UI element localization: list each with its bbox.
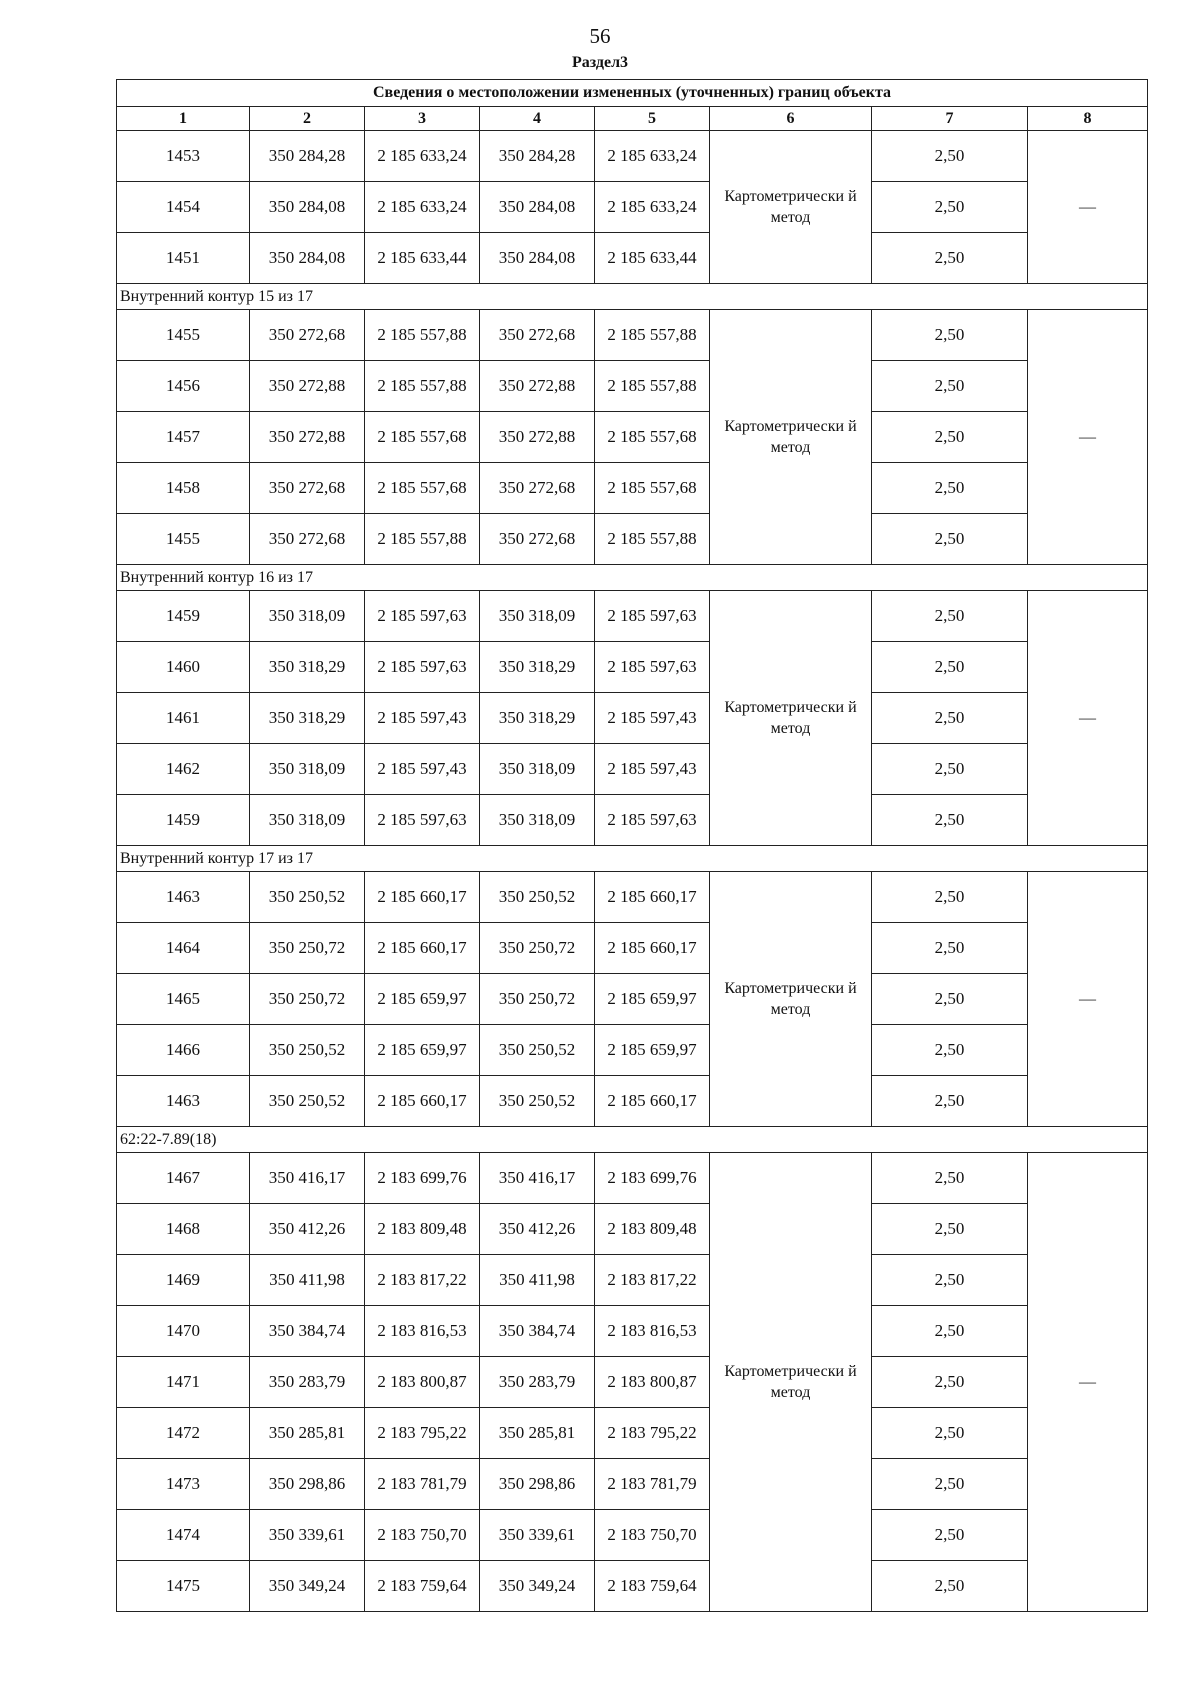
x-new-cell: 350 318,09 <box>480 591 595 642</box>
table-row <box>117 1255 1148 1306</box>
point-number-cell: 1473 <box>117 1459 250 1510</box>
y-old-cell: 2 183 817,22 <box>365 1255 480 1306</box>
accuracy-cell: 2,50 <box>872 310 1028 361</box>
method-cell: Картометрически й метод <box>710 1153 872 1612</box>
point-number-cell: 1475 <box>117 1561 250 1612</box>
x-new-cell: 350 272,88 <box>480 361 595 412</box>
y-old-cell: 2 185 557,88 <box>365 514 480 565</box>
x-old-cell: 350 272,88 <box>250 412 365 463</box>
column-8-dash-cell: — <box>1028 1153 1148 1612</box>
point-number-cell: 1470 <box>117 1306 250 1357</box>
x-old-cell: 350 250,52 <box>250 1025 365 1076</box>
table-row <box>117 182 1148 233</box>
point-number-cell: 1464 <box>117 923 250 974</box>
table-row <box>117 1076 1148 1127</box>
table-row <box>117 1510 1148 1561</box>
accuracy-cell: 2,50 <box>872 1153 1028 1204</box>
x-new-cell: 350 272,68 <box>480 310 595 361</box>
y-old-cell: 2 185 597,63 <box>365 591 480 642</box>
accuracy-cell: 2,50 <box>872 1076 1028 1127</box>
column-number: 2 <box>250 107 365 131</box>
column-number: 4 <box>480 107 595 131</box>
y-old-cell: 2 183 800,87 <box>365 1357 480 1408</box>
table-row <box>117 591 1148 642</box>
table-row <box>117 1561 1148 1612</box>
point-number-cell: 1456 <box>117 361 250 412</box>
column-number: 6 <box>710 107 872 131</box>
accuracy-cell: 2,50 <box>872 1204 1028 1255</box>
x-new-cell: 350 411,98 <box>480 1255 595 1306</box>
x-new-cell: 350 318,29 <box>480 693 595 744</box>
point-number-cell: 1458 <box>117 463 250 514</box>
y-new-cell: 2 185 633,24 <box>595 131 710 182</box>
x-new-cell: 350 284,08 <box>480 182 595 233</box>
y-old-cell: 2 185 660,17 <box>365 1076 480 1127</box>
y-new-cell: 2 185 659,97 <box>595 974 710 1025</box>
y-old-cell: 2 183 816,53 <box>365 1306 480 1357</box>
accuracy-cell: 2,50 <box>872 233 1028 284</box>
column-8-dash-cell: — <box>1028 591 1148 846</box>
accuracy-cell: 2,50 <box>872 1510 1028 1561</box>
x-old-cell: 350 284,08 <box>250 233 365 284</box>
column-number: 1 <box>117 107 250 131</box>
table-row <box>117 1025 1148 1076</box>
y-new-cell: 2 185 660,17 <box>595 872 710 923</box>
y-new-cell: 2 185 659,97 <box>595 1025 710 1076</box>
y-new-cell: 2 185 597,43 <box>595 693 710 744</box>
point-number-cell: 1463 <box>117 872 250 923</box>
point-number-cell: 1459 <box>117 795 250 846</box>
point-number-cell: 1462 <box>117 744 250 795</box>
x-old-cell: 350 284,28 <box>250 131 365 182</box>
table-row <box>117 795 1148 846</box>
y-old-cell: 2 183 699,76 <box>365 1153 480 1204</box>
accuracy-cell: 2,50 <box>872 923 1028 974</box>
point-number-cell: 1471 <box>117 1357 250 1408</box>
y-old-cell: 2 185 557,68 <box>365 463 480 514</box>
point-number-cell: 1451 <box>117 233 250 284</box>
table-row <box>117 412 1148 463</box>
point-number-cell: 1455 <box>117 514 250 565</box>
x-old-cell: 350 318,29 <box>250 693 365 744</box>
x-old-cell: 350 272,68 <box>250 514 365 565</box>
x-new-cell: 350 318,09 <box>480 744 595 795</box>
contour-label-row <box>117 284 1148 310</box>
column-number: 8 <box>1028 107 1148 131</box>
accuracy-cell: 2,50 <box>872 1561 1028 1612</box>
table-caption: Сведения о местоположении измененных (уточненных) границ объекта <box>117 80 1148 107</box>
contour-label: Внутренний контур 15 из 17 <box>117 284 1148 310</box>
y-old-cell: 2 185 633,44 <box>365 233 480 284</box>
method-cell: Картометрически й метод <box>710 591 872 846</box>
x-new-cell: 350 284,08 <box>480 233 595 284</box>
y-new-cell: 2 185 557,68 <box>595 463 710 514</box>
point-number-cell: 1457 <box>117 412 250 463</box>
x-old-cell: 350 250,52 <box>250 872 365 923</box>
table-row <box>117 131 1148 182</box>
x-old-cell: 350 412,26 <box>250 1204 365 1255</box>
coordinates-table <box>116 79 1148 1612</box>
y-new-cell: 2 183 750,70 <box>595 1510 710 1561</box>
contour-label-row <box>117 1127 1148 1153</box>
point-number-cell: 1460 <box>117 642 250 693</box>
accuracy-cell: 2,50 <box>872 1459 1028 1510</box>
section-title: Раздел3 <box>571 54 629 71</box>
y-old-cell: 2 185 633,24 <box>365 182 480 233</box>
x-new-cell: 350 285,81 <box>480 1408 595 1459</box>
y-new-cell: 2 185 597,63 <box>595 795 710 846</box>
accuracy-cell: 2,50 <box>872 1025 1028 1076</box>
y-new-cell: 2 185 597,63 <box>595 642 710 693</box>
y-old-cell: 2 183 781,79 <box>365 1459 480 1510</box>
table-row <box>117 310 1148 361</box>
accuracy-cell: 2,50 <box>872 872 1028 923</box>
column-number-row <box>117 107 1148 131</box>
table-row <box>117 693 1148 744</box>
y-old-cell: 2 185 633,24 <box>365 131 480 182</box>
x-old-cell: 350 411,98 <box>250 1255 365 1306</box>
x-old-cell: 350 250,72 <box>250 974 365 1025</box>
accuracy-cell: 2,50 <box>872 514 1028 565</box>
x-new-cell: 350 284,28 <box>480 131 595 182</box>
y-old-cell: 2 185 597,63 <box>365 795 480 846</box>
table-row <box>117 1204 1148 1255</box>
y-new-cell: 2 185 633,44 <box>595 233 710 284</box>
accuracy-cell: 2,50 <box>872 412 1028 463</box>
x-new-cell: 350 250,52 <box>480 872 595 923</box>
y-new-cell: 2 183 809,48 <box>595 1204 710 1255</box>
table-row <box>117 514 1148 565</box>
point-number-cell: 1474 <box>117 1510 250 1561</box>
point-number-cell: 1468 <box>117 1204 250 1255</box>
y-new-cell: 2 185 557,68 <box>595 412 710 463</box>
accuracy-cell: 2,50 <box>872 744 1028 795</box>
table-row <box>117 1306 1148 1357</box>
table-body <box>117 131 1148 1612</box>
accuracy-cell: 2,50 <box>872 131 1028 182</box>
table-row <box>117 1459 1148 1510</box>
x-new-cell: 350 250,52 <box>480 1025 595 1076</box>
point-number-cell: 1469 <box>117 1255 250 1306</box>
x-old-cell: 350 250,52 <box>250 1076 365 1127</box>
y-old-cell: 2 185 557,88 <box>365 310 480 361</box>
point-number-cell: 1466 <box>117 1025 250 1076</box>
page-number: 56 <box>589 24 611 48</box>
point-number-cell: 1455 <box>117 310 250 361</box>
column-number: 5 <box>595 107 710 131</box>
point-number-cell: 1454 <box>117 182 250 233</box>
x-old-cell: 350 250,72 <box>250 923 365 974</box>
point-number-cell: 1465 <box>117 974 250 1025</box>
y-new-cell: 2 185 633,24 <box>595 182 710 233</box>
x-new-cell: 350 272,68 <box>480 514 595 565</box>
x-new-cell: 350 384,74 <box>480 1306 595 1357</box>
x-new-cell: 350 283,79 <box>480 1357 595 1408</box>
x-new-cell: 350 318,09 <box>480 795 595 846</box>
x-new-cell: 350 272,88 <box>480 412 595 463</box>
table-row <box>117 361 1148 412</box>
contour-label-row <box>117 565 1148 591</box>
table-row <box>117 1408 1148 1459</box>
x-new-cell: 350 339,61 <box>480 1510 595 1561</box>
table-row <box>117 974 1148 1025</box>
accuracy-cell: 2,50 <box>872 693 1028 744</box>
accuracy-cell: 2,50 <box>872 591 1028 642</box>
y-old-cell: 2 185 557,88 <box>365 361 480 412</box>
x-old-cell: 350 318,09 <box>250 744 365 795</box>
x-old-cell: 350 283,79 <box>250 1357 365 1408</box>
y-new-cell: 2 185 660,17 <box>595 1076 710 1127</box>
x-new-cell: 350 416,17 <box>480 1153 595 1204</box>
y-new-cell: 2 185 597,63 <box>595 591 710 642</box>
x-old-cell: 350 284,08 <box>250 182 365 233</box>
y-old-cell: 2 183 795,22 <box>365 1408 480 1459</box>
accuracy-cell: 2,50 <box>872 1357 1028 1408</box>
y-new-cell: 2 185 557,88 <box>595 514 710 565</box>
column-8-dash-cell: — <box>1028 872 1148 1127</box>
y-new-cell: 2 183 795,22 <box>595 1408 710 1459</box>
table-row <box>117 642 1148 693</box>
y-new-cell: 2 183 759,64 <box>595 1561 710 1612</box>
x-new-cell: 350 412,26 <box>480 1204 595 1255</box>
y-old-cell: 2 185 597,63 <box>365 642 480 693</box>
x-old-cell: 350 272,68 <box>250 310 365 361</box>
y-old-cell: 2 185 659,97 <box>365 974 480 1025</box>
accuracy-cell: 2,50 <box>872 182 1028 233</box>
column-number: 7 <box>872 107 1028 131</box>
y-old-cell: 2 183 750,70 <box>365 1510 480 1561</box>
contour-label-row <box>117 846 1148 872</box>
contour-label: Внутренний контур 16 из 17 <box>117 565 1148 591</box>
column-8-dash-cell: — <box>1028 310 1148 565</box>
point-number-cell: 1472 <box>117 1408 250 1459</box>
x-new-cell: 350 250,72 <box>480 923 595 974</box>
table-row <box>117 923 1148 974</box>
y-new-cell: 2 183 781,79 <box>595 1459 710 1510</box>
method-cell: Картометрически й метод <box>710 872 872 1127</box>
x-old-cell: 350 349,24 <box>250 1561 365 1612</box>
y-old-cell: 2 185 597,43 <box>365 744 480 795</box>
x-old-cell: 350 318,09 <box>250 591 365 642</box>
accuracy-cell: 2,50 <box>872 1306 1028 1357</box>
accuracy-cell: 2,50 <box>872 463 1028 514</box>
contour-label: 62:22-7.89(18) <box>117 1127 1148 1153</box>
y-old-cell: 2 185 659,97 <box>365 1025 480 1076</box>
method-cell: Картометрически й метод <box>710 310 872 565</box>
accuracy-cell: 2,50 <box>872 642 1028 693</box>
table-row <box>117 872 1148 923</box>
y-new-cell: 2 185 660,17 <box>595 923 710 974</box>
y-new-cell: 2 183 816,53 <box>595 1306 710 1357</box>
column-number: 3 <box>365 107 480 131</box>
x-new-cell: 350 318,29 <box>480 642 595 693</box>
x-old-cell: 350 272,88 <box>250 361 365 412</box>
y-new-cell: 2 183 800,87 <box>595 1357 710 1408</box>
y-new-cell: 2 183 817,22 <box>595 1255 710 1306</box>
x-new-cell: 350 272,68 <box>480 463 595 514</box>
y-old-cell: 2 185 660,17 <box>365 923 480 974</box>
y-old-cell: 2 185 557,68 <box>365 412 480 463</box>
y-old-cell: 2 183 759,64 <box>365 1561 480 1612</box>
y-new-cell: 2 183 699,76 <box>595 1153 710 1204</box>
table-row <box>117 1153 1148 1204</box>
point-number-cell: 1453 <box>117 131 250 182</box>
accuracy-cell: 2,50 <box>872 974 1028 1025</box>
x-new-cell: 350 250,52 <box>480 1076 595 1127</box>
point-number-cell: 1461 <box>117 693 250 744</box>
point-number-cell: 1467 <box>117 1153 250 1204</box>
x-old-cell: 350 318,09 <box>250 795 365 846</box>
y-old-cell: 2 183 809,48 <box>365 1204 480 1255</box>
accuracy-cell: 2,50 <box>872 795 1028 846</box>
x-old-cell: 350 339,61 <box>250 1510 365 1561</box>
accuracy-cell: 2,50 <box>872 1255 1028 1306</box>
y-new-cell: 2 185 557,88 <box>595 310 710 361</box>
accuracy-cell: 2,50 <box>872 361 1028 412</box>
accuracy-cell: 2,50 <box>872 1408 1028 1459</box>
x-new-cell: 350 250,72 <box>480 974 595 1025</box>
x-old-cell: 350 272,68 <box>250 463 365 514</box>
x-old-cell: 350 298,86 <box>250 1459 365 1510</box>
column-8-dash-cell: — <box>1028 131 1148 284</box>
table-row <box>117 463 1148 514</box>
point-number-cell: 1459 <box>117 591 250 642</box>
y-old-cell: 2 185 597,43 <box>365 693 480 744</box>
table-row <box>117 744 1148 795</box>
method-cell: Картометрически й метод <box>710 131 872 284</box>
x-old-cell: 350 384,74 <box>250 1306 365 1357</box>
table-row <box>117 1357 1148 1408</box>
x-old-cell: 350 416,17 <box>250 1153 365 1204</box>
x-new-cell: 350 349,24 <box>480 1561 595 1612</box>
y-new-cell: 2 185 557,88 <box>595 361 710 412</box>
point-number-cell: 1463 <box>117 1076 250 1127</box>
y-new-cell: 2 185 597,43 <box>595 744 710 795</box>
x-new-cell: 350 298,86 <box>480 1459 595 1510</box>
x-old-cell: 350 285,81 <box>250 1408 365 1459</box>
y-old-cell: 2 185 660,17 <box>365 872 480 923</box>
table-row <box>117 233 1148 284</box>
x-old-cell: 350 318,29 <box>250 642 365 693</box>
contour-label: Внутренний контур 17 из 17 <box>117 846 1148 872</box>
